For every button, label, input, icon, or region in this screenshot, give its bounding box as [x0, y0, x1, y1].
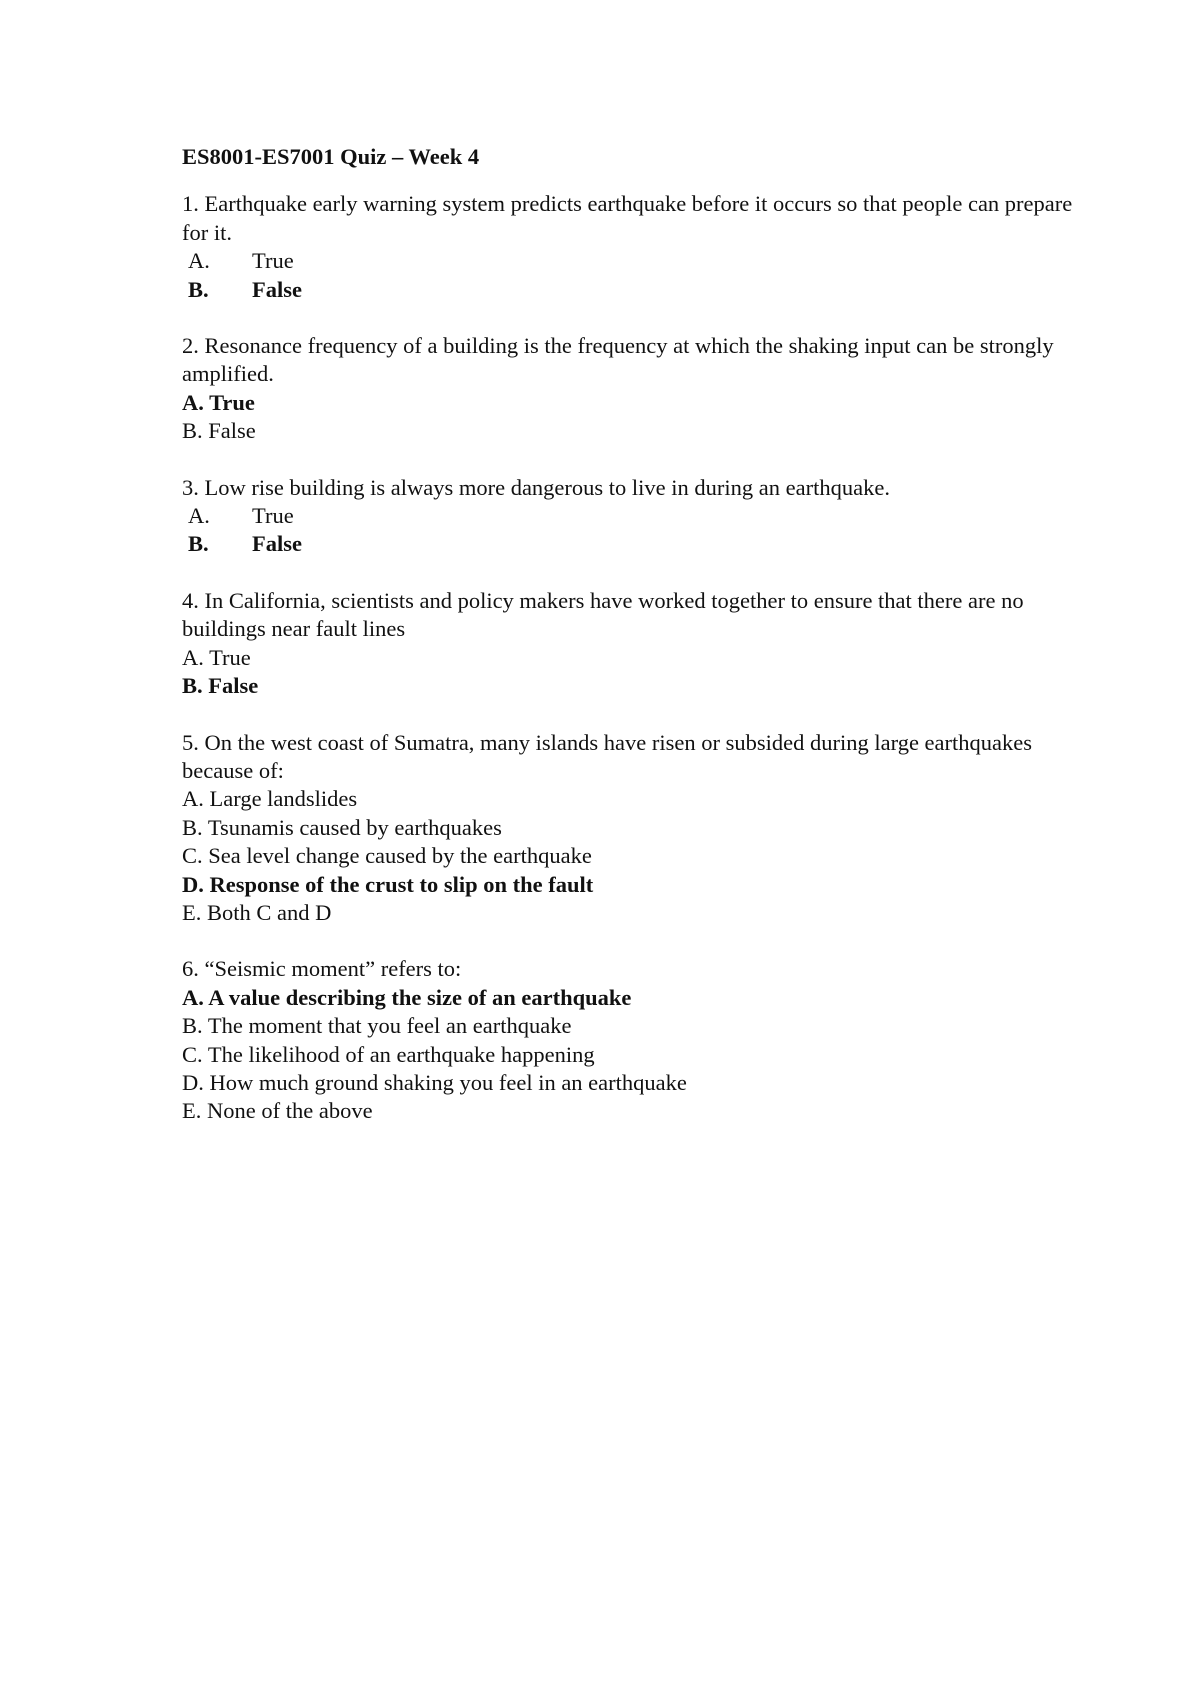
question-6	[182, 955, 1082, 1125]
option-a	[182, 247, 1082, 275]
option-letter: A.	[182, 786, 204, 812]
option-text: A value describing the size of an earthquake	[208, 984, 632, 1010]
option-text: How much ground shaking you feel in an earthquake	[209, 1069, 687, 1095]
option-text: True	[209, 389, 255, 415]
question-2	[182, 332, 1082, 446]
option-b	[182, 1012, 1082, 1040]
question-prompt: 6. “Seismic moment” refers to:	[182, 956, 462, 982]
option-letter: D.	[182, 871, 204, 897]
option-letter: E.	[182, 1098, 202, 1124]
option-letter: C.	[182, 843, 203, 869]
option-text: False	[208, 418, 256, 444]
option-text: True	[209, 644, 251, 670]
option-text: True	[252, 503, 294, 529]
option-text: False	[252, 276, 302, 302]
option-letter: D.	[182, 1069, 204, 1095]
option-text: False	[208, 673, 259, 699]
option-text: The likelihood of an earthquake happening	[207, 1041, 595, 1067]
option-text: Response of the crust to slip on the fault	[209, 871, 594, 897]
option-letter: B.	[188, 531, 209, 557]
option-b-correct	[182, 672, 1082, 700]
option-a	[182, 502, 1082, 530]
option-a-correct	[182, 984, 1082, 1012]
option-letter: A.	[182, 389, 204, 415]
option-text: Sea level change caused by the earthquake	[208, 843, 592, 869]
document-page	[182, 143, 1082, 1154]
option-letter: A.	[182, 644, 204, 670]
option-a	[182, 785, 1082, 813]
question-4	[182, 587, 1082, 701]
option-letter: B.	[182, 418, 203, 444]
option-e	[182, 899, 1082, 927]
option-letter: A.	[188, 503, 210, 529]
option-letter: B.	[182, 1013, 203, 1039]
question-1	[182, 190, 1082, 304]
question-prompt: 1. Earthquake early warning system predicts earthquake before it occurs so that people can prepare for it.	[182, 191, 1073, 245]
option-letter: B.	[182, 814, 203, 840]
option-letter: C.	[182, 1041, 203, 1067]
option-c	[182, 1041, 1082, 1069]
question-prompt: 5. On the west coast of Sumatra, many islands have risen or subsided during large earthquakes because of:	[182, 729, 1033, 783]
option-text: Tsunamis caused by earthquakes	[207, 814, 502, 840]
option-letter: A.	[188, 248, 210, 274]
document-title: ES8001-ES7001 Quiz – Week 4	[182, 144, 480, 169]
option-b	[182, 417, 1082, 445]
question-prompt: 2. Resonance frequency of a building is the frequency at which the shaking input can be strongly amplified.	[182, 333, 1054, 387]
option-d-correct	[182, 871, 1082, 899]
question-3	[182, 474, 1082, 559]
option-text: None of the above	[207, 1098, 373, 1124]
question-prompt: 3. Low rise building is always more dangerous to live in during an earthquake.	[182, 474, 890, 500]
option-letter: B.	[182, 673, 203, 699]
option-letter: A.	[182, 984, 204, 1010]
option-text: True	[252, 248, 294, 274]
question-5	[182, 729, 1082, 928]
option-a-correct	[182, 389, 1082, 417]
option-c	[182, 842, 1082, 870]
option-e	[182, 1097, 1082, 1125]
option-b-correct	[182, 530, 1082, 558]
option-text: The moment that you feel an earthquake	[207, 1013, 572, 1039]
option-text: False	[252, 531, 302, 557]
option-d	[182, 1069, 1082, 1097]
option-text: Large landslides	[209, 786, 358, 812]
option-a	[182, 644, 1082, 672]
option-text: Both C and D	[207, 899, 332, 925]
option-b-correct	[182, 276, 1082, 304]
option-b	[182, 814, 1082, 842]
option-letter: E.	[182, 899, 202, 925]
question-prompt: 4. In California, scientists and policy makers have worked together to ensure that there are no buildings near fault lines	[182, 587, 1024, 642]
option-letter: B.	[188, 276, 209, 302]
